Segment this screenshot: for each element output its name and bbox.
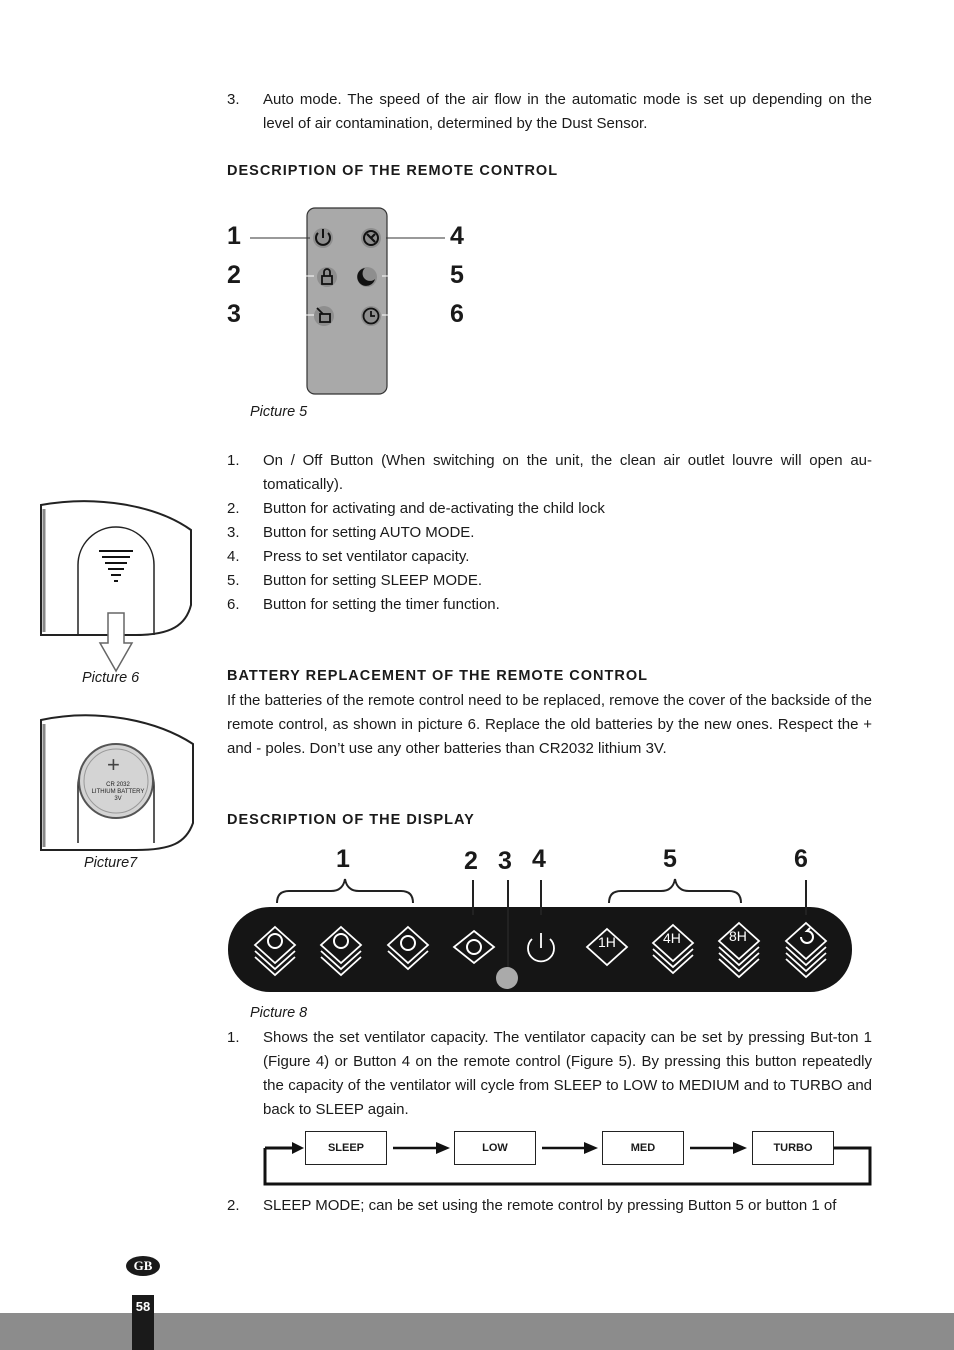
remote-label-2: 2	[227, 261, 241, 289]
display-label-3: 3	[498, 847, 512, 875]
display-label-2: 2	[464, 847, 478, 875]
picture5-caption: Picture 5	[250, 404, 308, 420]
picture6-caption: Picture 6	[82, 670, 140, 686]
list-number: 3.	[227, 524, 240, 541]
language-badge: GB	[126, 1256, 160, 1276]
list-text: Shows the set ventilator capacity. The ventilator capacity can be set by pressing But-ton 1 (Figure 4) or Button 4 on the remote control (Figure 5). By pressing this button repeatedly the capacity of the ventilator will cycle from SLEEP to LOW to MEDIUM and to TURBO and back to SLEEP again.	[263, 1029, 872, 1118]
battery-paragraph: If the batteries of the remote control need to be replaced, remove the cover of the backside of the remote control, as shown in picture 6. Replace the old batteries by the new ones. Respect the + and - poles. Don’t use any other batteries than CR2032 lithium 3V.	[227, 692, 872, 757]
battery-heading: BATTERY REPLACEMENT OF THE REMOTE CONTROL	[227, 668, 648, 684]
battery-label-line: CR 2032	[106, 782, 130, 788]
list-text: Press to set ventilator capacity.	[263, 548, 470, 565]
list-text: Auto mode. The speed of the air flow in the automatic mode is set up depending on the level of air contamination, determined by the Dust Sensor.	[263, 91, 872, 132]
remote-label-5: 5	[450, 261, 464, 289]
list-number: 1.	[227, 1029, 240, 1046]
list-number: 1.	[227, 452, 240, 469]
list-text: Button for setting SLEEP MODE.	[263, 572, 482, 589]
battery-label	[86, 782, 150, 803]
timer-label-4h: 4H	[663, 930, 681, 946]
auto-mode-icon	[314, 306, 334, 326]
list-number: 4.	[227, 548, 240, 565]
list-text: Button for setting AUTO MODE.	[263, 524, 475, 541]
fan-icon	[361, 228, 381, 248]
display-panel-figure	[225, 875, 855, 995]
remote-label-4: 4	[450, 222, 464, 250]
power-icon	[313, 228, 333, 248]
remote-label-3: 3	[227, 300, 241, 328]
timer-clock-icon	[361, 306, 381, 326]
remote-label-1: 1	[227, 222, 241, 250]
battery-plus-text: +	[107, 752, 120, 777]
list-number: 5.	[227, 572, 240, 589]
display-heading: DESCRIPTION OF THE DISPLAY	[227, 812, 475, 828]
remote-control-figure	[240, 200, 455, 400]
list-number: 3.	[227, 91, 240, 108]
remote-heading: DESCRIPTION OF THE REMOTE CONTROL	[227, 163, 559, 179]
list-text: On / Off Button (When switching on the unit, the clean air outlet louvre will open au-tomatically).	[263, 452, 872, 493]
battery-label-line: LITHIUM BATTERY	[91, 789, 145, 795]
timer-label-8h: 8H	[729, 928, 747, 944]
page-number: 58	[132, 1295, 154, 1350]
list-number: 2.	[227, 500, 240, 517]
picture6-remote-back-figure	[36, 495, 198, 675]
flow-low-box: LOW	[454, 1131, 536, 1165]
list-number: 2.	[227, 1197, 240, 1214]
sleep-moon-icon	[357, 267, 377, 287]
picture8-caption: Picture 8	[250, 1005, 308, 1021]
timer-label-1h: 1H	[598, 934, 616, 950]
lock-icon	[317, 267, 337, 287]
list-text: Button for setting the timer function.	[263, 596, 500, 613]
display-label-1: 1	[336, 845, 350, 873]
display-label-6: 6	[794, 845, 808, 873]
display-label-4: 4	[532, 845, 546, 873]
remote-label-6: 6	[450, 300, 464, 328]
flow-sleep-box: SLEEP	[305, 1131, 387, 1165]
picture7-caption: Picture7	[84, 855, 138, 871]
flow-med-box: MED	[602, 1131, 684, 1165]
list-text: Button for activating and de-activating the child lock	[263, 500, 605, 517]
list-number: 6.	[227, 596, 240, 613]
display-label-5: 5	[663, 845, 677, 873]
battery-label-line: 3V	[114, 796, 122, 802]
flow-turbo-box: TURBO	[752, 1131, 834, 1165]
list-text: SLEEP MODE; can be set using the remote control by pressing Button 5 or button 1 of	[263, 1197, 837, 1214]
